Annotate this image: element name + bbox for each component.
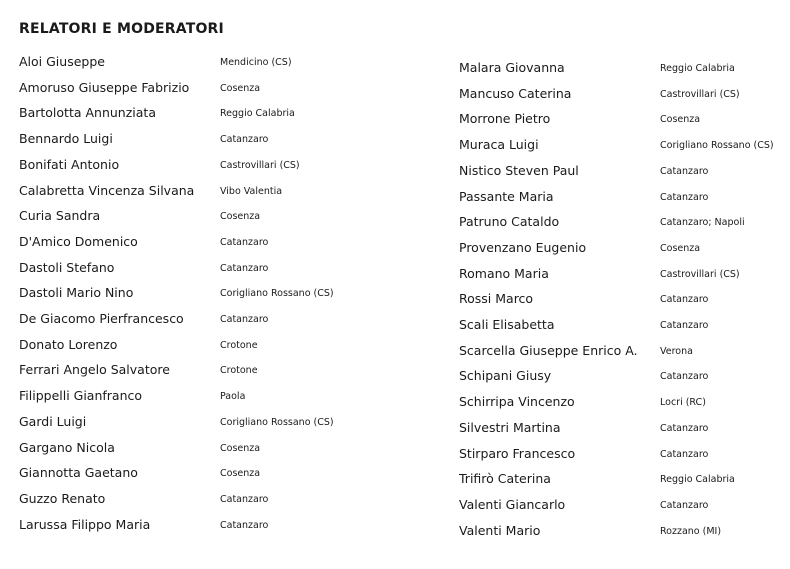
speaker-location: Catanzaro	[660, 448, 709, 460]
speaker-name: Nistico Steven Paul	[459, 162, 579, 178]
speaker-location: Catanzaro	[660, 371, 709, 383]
speaker-location: Catanzaro	[220, 493, 269, 505]
speaker-location: Cosenza	[660, 114, 701, 126]
speaker-location: Catanzaro	[660, 422, 709, 434]
speaker-location: Mendicino (CS)	[220, 57, 292, 68]
speaker-name: Scarcella Giuseppe Enrico A.	[459, 342, 638, 358]
speaker-name: Donato Lorenzo	[19, 336, 118, 352]
speaker-name: Larussa Filippo Maria	[19, 516, 151, 532]
speaker-location: Verona	[660, 345, 693, 357]
speaker-location: Corigliano Rossano (CS)	[220, 288, 334, 300]
speaker-name: Muraca Luigi	[459, 137, 539, 153]
speaker-location: Vibo Valentia	[220, 185, 283, 197]
speaker-location: Cosenza	[220, 82, 261, 94]
speaker-location: Catanzaro	[660, 165, 709, 177]
page-title: RELATORI E MODERATORI	[19, 21, 224, 37]
speaker-location: Cosenza	[220, 468, 261, 480]
speaker-name: Stirparo Francesco	[459, 445, 576, 461]
speaker-name: Romano Maria	[459, 265, 549, 281]
speaker-location: Locri (RC)	[660, 397, 706, 409]
speaker-name: Calabretta Vincenza Silvana	[19, 182, 195, 198]
speaker-name: Schipani Giusy	[459, 368, 552, 384]
speaker-location: Catanzaro	[660, 191, 709, 203]
speaker-location: Castrovillari (CS)	[220, 159, 300, 171]
speaker-location: Corigliano Rossano (CS)	[660, 140, 774, 152]
speaker-name: Patruno Cataldo	[459, 214, 560, 230]
speaker-location: Catanzaro	[660, 499, 709, 511]
speaker-location: Catanzaro	[660, 320, 709, 331]
speaker-name: Dastoli Stefano	[19, 259, 115, 275]
speaker-location: Catanzaro	[220, 314, 269, 325]
speaker-name: Bartolotta Annunziata	[19, 105, 156, 121]
speaker-location: Reggio Calabria	[220, 108, 295, 120]
speaker-name: Valenti Giancarlo	[459, 496, 566, 512]
speaker-name: Amoruso Giuseppe Fabrizio	[19, 79, 190, 95]
speaker-name: Mancuso Caterina	[459, 85, 572, 101]
speaker-location: Castrovillari (CS)	[660, 88, 740, 100]
speaker-name: Curia Sandra	[19, 208, 101, 224]
speaker-name: Provenzano Eugenio	[459, 239, 587, 255]
speaker-name: Guzzo Renato	[19, 490, 106, 506]
speaker-name: Dastoli Mario Nino	[19, 285, 134, 301]
speaker-location: Catanzaro	[220, 236, 269, 248]
speaker-name: Schirripa Vincenzo	[459, 394, 575, 410]
speaker-name: Filippelli Gianfranco	[19, 388, 143, 404]
speaker-name: Bonifati Antonio	[19, 156, 120, 172]
speaker-name: Ferrari Angelo Salvatore	[19, 362, 170, 378]
speaker-location: Corigliano Rossano (CS)	[220, 416, 334, 428]
speaker-name: De Giacomo Pierfrancesco	[19, 311, 184, 326]
speaker-location: Paola	[220, 391, 246, 403]
speaker-name: Malara Giovanna	[459, 60, 565, 75]
speaker-location: Catanzaro	[220, 262, 269, 274]
speaker-name: Silvestri Martina	[459, 419, 561, 435]
speaker-name: Passante Maria	[459, 188, 554, 204]
speaker-location: Cosenza	[660, 242, 701, 254]
speaker-name: Morrone Pietro	[459, 111, 551, 127]
speaker-name: Aloi Giuseppe	[19, 54, 105, 69]
speaker-name: D'Amico Domenico	[19, 233, 138, 249]
speaker-location: Reggio Calabria	[660, 474, 735, 486]
speaker-location: Catanzaro	[220, 519, 269, 531]
speaker-location: Cosenza	[220, 442, 261, 454]
speaker-location: Cosenza	[220, 211, 261, 223]
speaker-location: Reggio Calabria	[660, 63, 735, 74]
speaker-location: Rozzano (MI)	[660, 525, 722, 537]
speaker-name: Rossi Marco	[459, 291, 534, 307]
speaker-name: Gargano Nicola	[19, 439, 115, 455]
speaker-name: Scali Elisabetta	[459, 317, 555, 332]
speaker-location: Catanzaro	[220, 134, 269, 146]
speaker-name: Valenti Mario	[459, 522, 541, 538]
speaker-location: Crotone	[220, 339, 258, 351]
speaker-location: Crotone	[220, 365, 258, 377]
speaker-name: Giannotta Gaetano	[19, 465, 138, 481]
speaker-location: Catanzaro	[660, 294, 709, 306]
speaker-name: Bennardo Luigi	[19, 131, 113, 147]
speaker-location: Castrovillari (CS)	[660, 268, 740, 280]
speaker-location: Catanzaro; Napoli	[660, 217, 745, 229]
speaker-name: Gardi Luigi	[19, 413, 87, 429]
speaker-name: Trifirò Caterina	[459, 471, 551, 487]
